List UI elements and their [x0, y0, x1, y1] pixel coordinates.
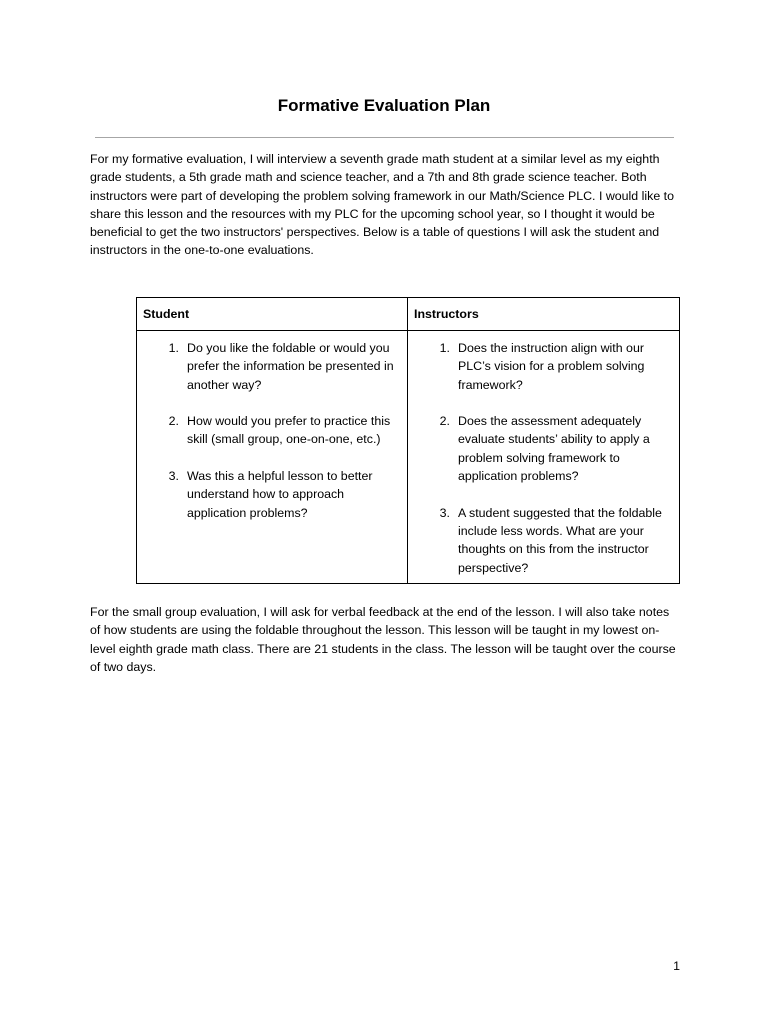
student-question-list — [137, 339, 402, 522]
student-column-header: Student — [137, 298, 408, 331]
question-text: Was this a helpful lesson to better understand how to approach application problems? — [187, 469, 373, 520]
question-text: Does the assessment adequately evaluate students’ ability to apply a problem solving framework to application problems? — [458, 414, 650, 484]
list-item — [137, 339, 402, 394]
list-item — [408, 504, 674, 577]
closing-paragraph: For the small group evaluation, I will ask for verbal feedback at the end of the lesson. I will also take notes of how students are using the foldable throughout the lesson. This lesson will be taught in my lowest on-level eighth grade math class. There are 21 students in the class. The lesson will be taught over the course of two days. — [90, 605, 676, 674]
question-number: 1. — [439, 341, 450, 355]
question-text: How would you prefer to practice this skill (small group, one-on-one, etc.) — [187, 414, 391, 447]
evaluation-questions-table — [136, 297, 680, 584]
question-number: 1. — [168, 341, 179, 355]
instructors-column-header: Instructors — [408, 298, 680, 331]
table-header-row — [137, 298, 680, 331]
intro-paragraph: For my formative evaluation, I will interview a seventh grade math student at a similar level as my eighth grade students, a 5th grade math and science teacher, and a 7th and 8th grade science teacher. Both instructors were part of developing the problem solving framework in our Math/Science PLC. I would like to share this lesson and the resources with my PLC for the upcoming school year, so I thought it would be beneficial to get the two instructors' perspectives. Below is a table of questions I will ask the student and instructors in the one-to-one evaluations. — [90, 152, 675, 258]
list-item — [137, 467, 402, 522]
table-row — [137, 331, 680, 584]
instructor-question-list — [408, 339, 674, 577]
student-questions-cell — [137, 331, 408, 584]
list-item — [408, 412, 674, 485]
question-number: 3. — [168, 469, 179, 484]
question-number: 2. — [439, 414, 450, 429]
question-number: 3. — [439, 505, 450, 520]
question-number: 2. — [168, 414, 179, 429]
instructor-questions-cell — [408, 331, 680, 584]
question-text: A student suggested that the foldable include less words. What are your thoughts on this from the instructor perspective? — [458, 505, 662, 575]
list-item — [408, 339, 674, 394]
question-text: Do you like the foldable or would you prefer the information be presented in another way? — [187, 341, 394, 392]
title-divider — [95, 137, 674, 138]
page-number: 1 — [673, 959, 680, 973]
page-title: Formative Evaluation Plan — [277, 96, 491, 115]
question-text: Does the instruction align with our PLC’s vision for a problem solving framework? — [458, 341, 645, 392]
list-item — [137, 412, 402, 449]
